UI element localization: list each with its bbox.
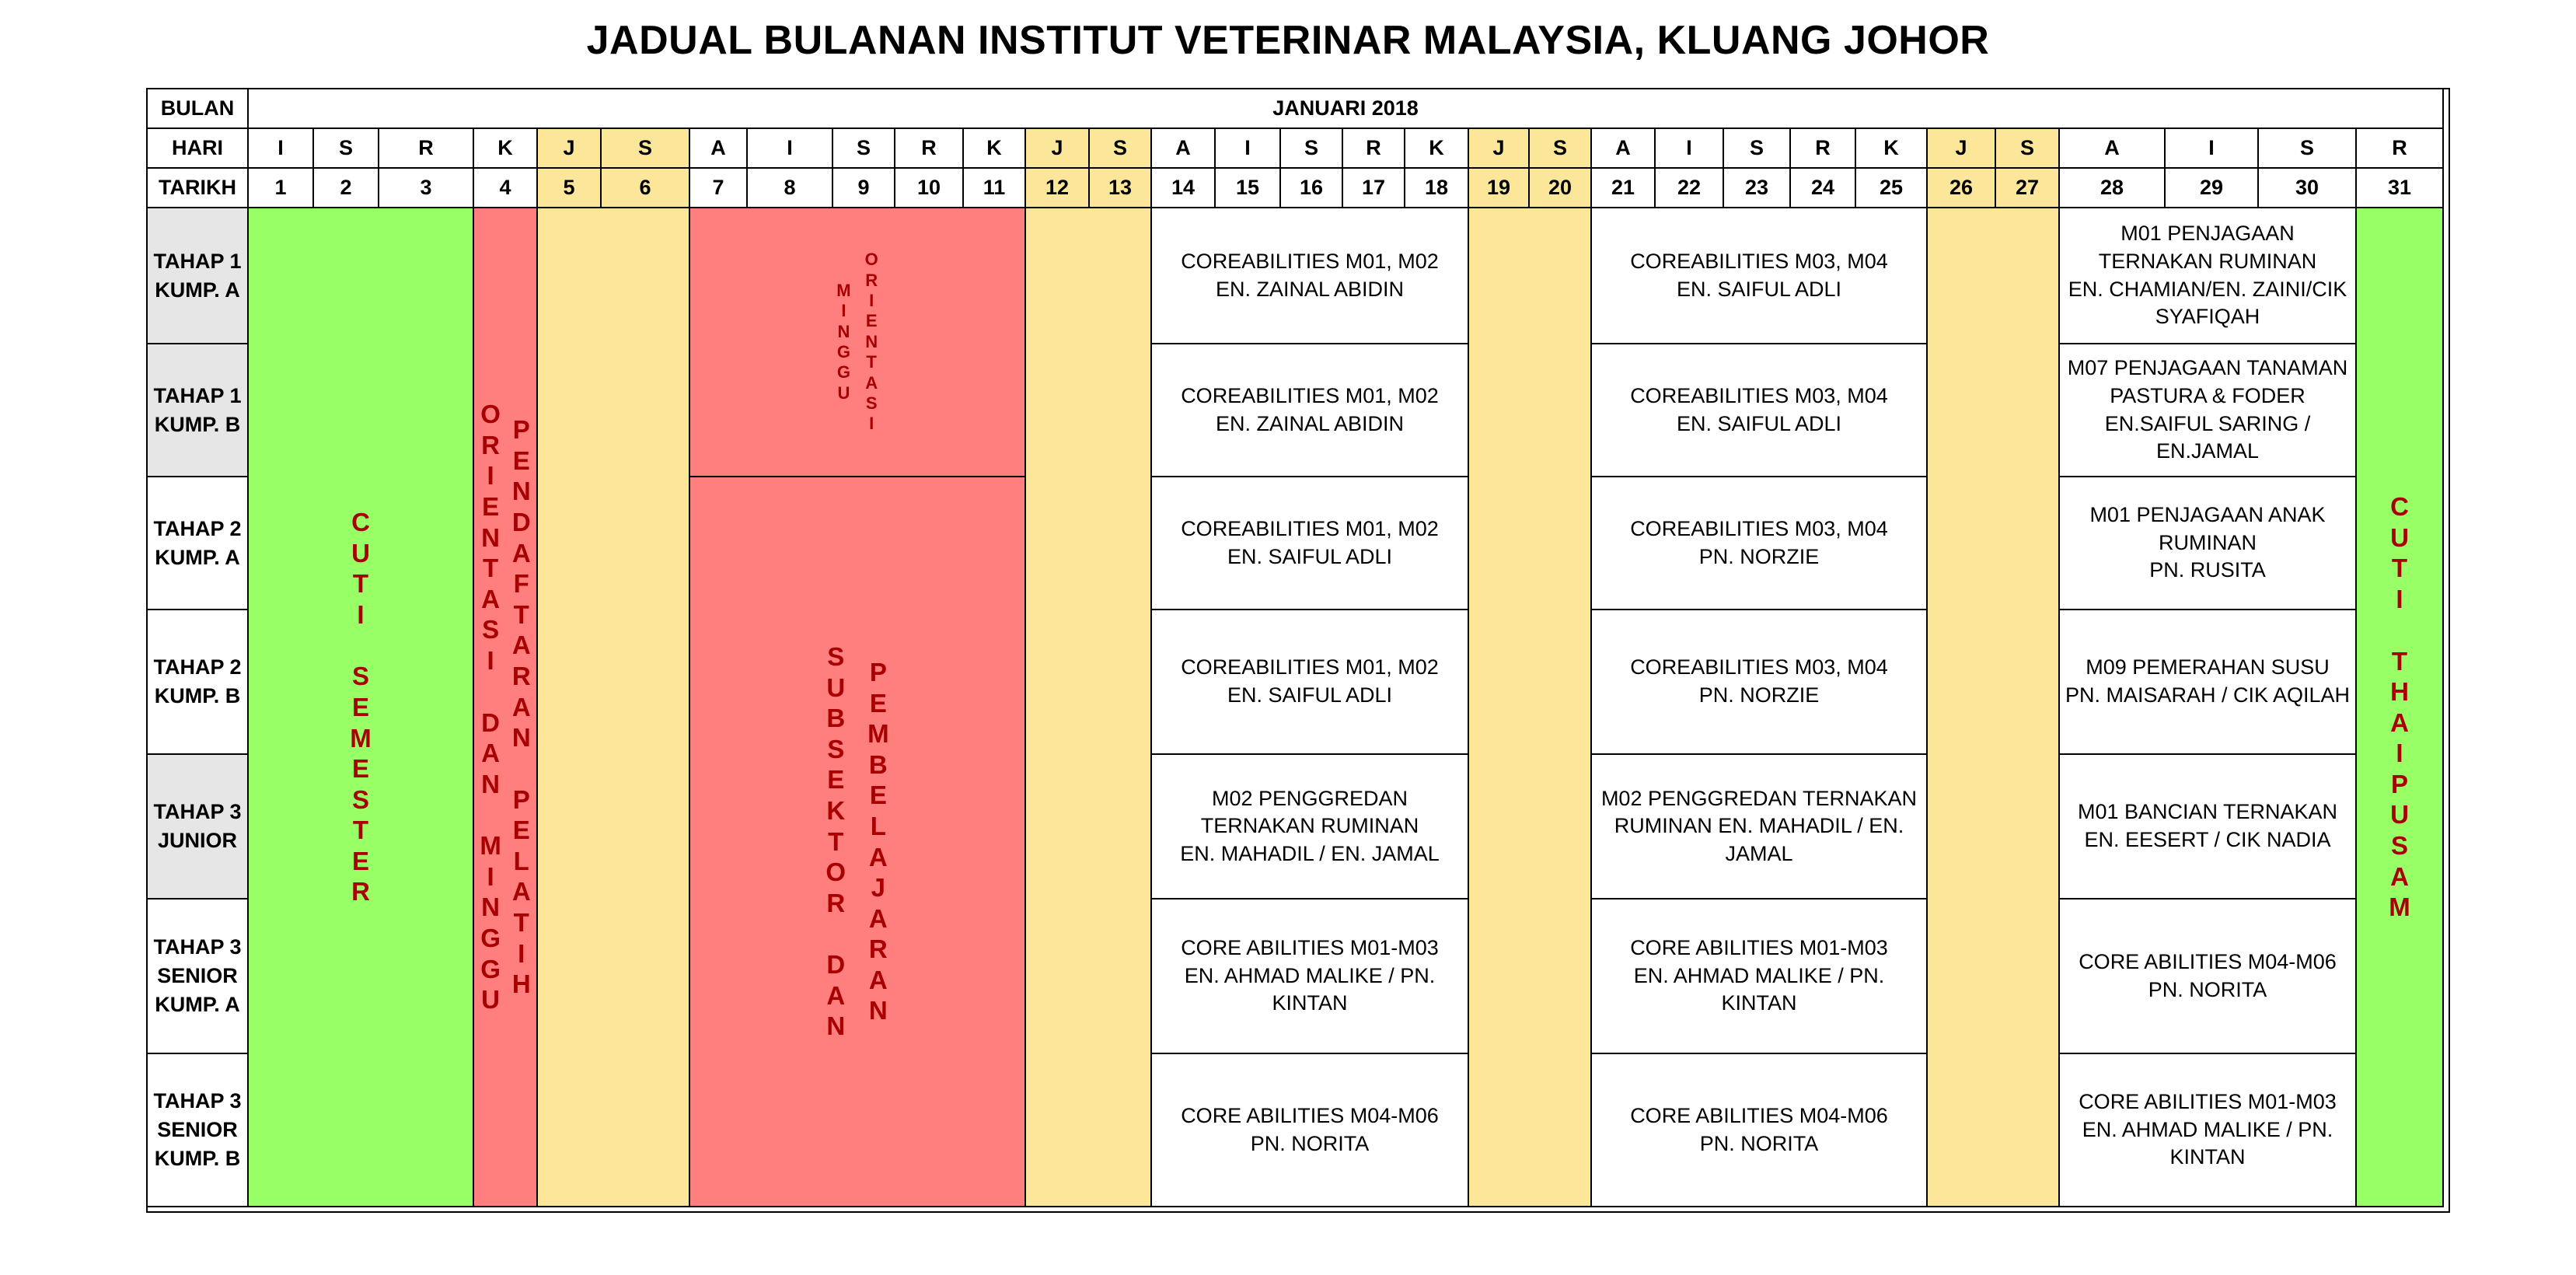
day-name: I [2166,129,2259,169]
row-label: TAHAP 2 KUMP. B [148,610,249,755]
day-name: A [1152,129,1216,169]
day-name: K [1405,129,1469,169]
date-number: 28 [2060,169,2166,208]
day-name: I [1216,129,1281,169]
session-cell: M07 PENJAGAAN TANAMAN PASTURA & FODER EN.SAIFUL SARING / EN.JAMAL [2060,344,2357,477]
date-number: 2 [314,169,379,208]
day-name: S [314,129,379,169]
session-cell: M09 PEMERAHAN SUSU PN. MAISARAH / CIK AQILAH [2060,610,2357,755]
day-name: S [1530,129,1592,169]
session-cell: COREABILITIES M03, M04 PN. NORZIE [1592,477,1928,610]
day-name: K [964,129,1026,169]
monthly-schedule-table [146,88,2450,1213]
date-number: 9 [833,169,895,208]
session-cell: CORE ABILITIES M01-M03 EN. AHMAD MALIKE / PN. KINTAN [2060,1054,2357,1207]
vertical-text: S U B S E K T O R D A N [826,641,846,1041]
day-name: S [833,129,895,169]
date-number: 19 [1469,169,1530,208]
minggu-orientasi-block [690,208,1026,477]
day-name: A [1592,129,1656,169]
session-cell: M01 PENJAGAAN ANAK RUMINAN PN. RUSITA [2060,477,2357,610]
session-cell: M02 PENGGREDAN TERNAKAN RUMINAN EN. MAHADIL / EN. JAMAL [1592,755,1928,899]
day-name: J [1469,129,1530,169]
date-number: 30 [2259,169,2357,208]
day-name: J [1026,129,1090,169]
day-name: S [1996,129,2060,169]
date-number: 14 [1152,169,1216,208]
vertical-text: O R I E N T A S I D A N M I N G G U [480,400,501,1015]
vertical-text: P E M B E L A J A R A N [867,657,889,1025]
day-name: R [1791,129,1856,169]
weekend-block [1469,208,1592,1207]
day-name: R [2357,129,2444,169]
day-name: J [1928,129,1996,169]
month-label: JANUARI 2018 [249,89,2444,129]
date-number: 23 [1724,169,1791,208]
session-cell: M01 BANCIAN TERNAKAN EN. EESERT / CIK NADIA [2060,755,2357,899]
date-number: 3 [379,169,474,208]
date-number: 16 [1281,169,1343,208]
session-cell: CORE ABILITIES M04-M06 PN. NORITA [1592,1054,1928,1207]
date-number: 8 [748,169,833,208]
date-number: 26 [1928,169,1996,208]
vertical-text: P E N D A F T A R A N P E L A T I H [511,415,531,999]
row-label: TAHAP 3 JUNIOR [148,755,249,899]
bulan-label: BULAN [148,89,249,129]
day-name: I [249,129,314,169]
cuti-thaipusam-block [2357,208,2444,1207]
weekend-block [1928,208,2060,1207]
date-number: 29 [2166,169,2259,208]
day-name: S [2259,129,2357,169]
date-number: 21 [1592,169,1656,208]
day-name: A [690,129,748,169]
date-number: 5 [538,169,602,208]
session-cell: COREABILITIES M03, M04 PN. NORZIE [1592,610,1928,755]
day-name: I [1656,129,1724,169]
day-name: K [1856,129,1928,169]
date-number: 22 [1656,169,1724,208]
date-number: 20 [1530,169,1592,208]
vertical-text: C U T I T H A I P U S A M [2389,492,2410,922]
session-cell: COREABILITIES M03, M04 EN. SAIFUL ADLI [1592,344,1928,477]
tarikh-label: TARIKH [148,169,249,208]
day-name: J [538,129,602,169]
page-title: JADUAL BULANAN INSTITUT VETERINAR MALAYSIA, KLUANG JOHOR [586,18,1990,63]
orientasi-block [474,208,538,1207]
day-name: R [379,129,474,169]
day-name: S [1724,129,1791,169]
day-name: S [1281,129,1343,169]
vertical-text: O R I E N T A S I [864,250,878,434]
date-number: 10 [895,169,964,208]
row-label: TAHAP 1 KUMP. B [148,344,249,477]
day-name: R [1343,129,1405,169]
date-number: 15 [1216,169,1281,208]
day-name: R [895,129,964,169]
session-cell: COREABILITIES M01, M02 EN. ZAINAL ABIDIN [1152,208,1469,344]
date-number: 1 [249,169,314,208]
session-cell: COREABILITIES M01, M02 EN. ZAINAL ABIDIN [1152,344,1469,477]
date-number: 12 [1026,169,1090,208]
row-label: TAHAP 3 SENIOR KUMP. A [148,899,249,1054]
date-number: 25 [1856,169,1928,208]
day-name: S [1090,129,1152,169]
date-number: 17 [1343,169,1405,208]
session-cell: COREABILITIES M01, M02 EN. SAIFUL ADLI [1152,610,1469,755]
row-label: TAHAP 1 KUMP. A [148,208,249,344]
date-number: 11 [964,169,1026,208]
date-number: 24 [1791,169,1856,208]
session-cell: M02 PENGGREDAN TERNAKAN RUMINAN EN. MAHADIL / EN. JAMAL [1152,755,1469,899]
session-cell: CORE ABILITIES M01-M03 EN. AHMAD MALIKE / PN. KINTAN [1152,899,1469,1054]
session-cell: CORE ABILITIES M04-M06 PN. NORITA [2060,899,2357,1054]
vertical-text: M I N G G U [836,280,851,403]
session-cell: CORE ABILITIES M01-M03 EN. AHMAD MALIKE / PN. KINTAN [1592,899,1928,1054]
day-name: I [748,129,833,169]
weekend-block [1026,208,1152,1207]
date-number: 6 [602,169,690,208]
day-name: A [2060,129,2166,169]
session-cell: CORE ABILITIES M04-M06 PN. NORITA [1152,1054,1469,1207]
session-cell: COREABILITIES M01, M02 EN. SAIFUL ADLI [1152,477,1469,610]
day-name: S [602,129,690,169]
date-number: 4 [474,169,538,208]
session-cell: COREABILITIES M03, M04 EN. SAIFUL ADLI [1592,208,1928,344]
date-number: 27 [1996,169,2060,208]
date-number: 31 [2357,169,2444,208]
subsektor-block [690,477,1026,1207]
hari-label: HARI [148,129,249,169]
day-name: K [474,129,538,169]
session-cell: M01 PENJAGAAN TERNAKAN RUMINAN EN. CHAMIAN/EN. ZAINI/CIK SYAFIQAH [2060,208,2357,344]
weekend-block [538,208,690,1207]
date-number: 13 [1090,169,1152,208]
date-number: 7 [690,169,748,208]
vertical-text: C U T I S E M E S T E R [350,507,372,906]
row-label: TAHAP 3 SENIOR KUMP. B [148,1054,249,1207]
date-number: 18 [1405,169,1469,208]
cuti-semester-block [249,208,474,1207]
row-label: TAHAP 2 KUMP. A [148,477,249,610]
